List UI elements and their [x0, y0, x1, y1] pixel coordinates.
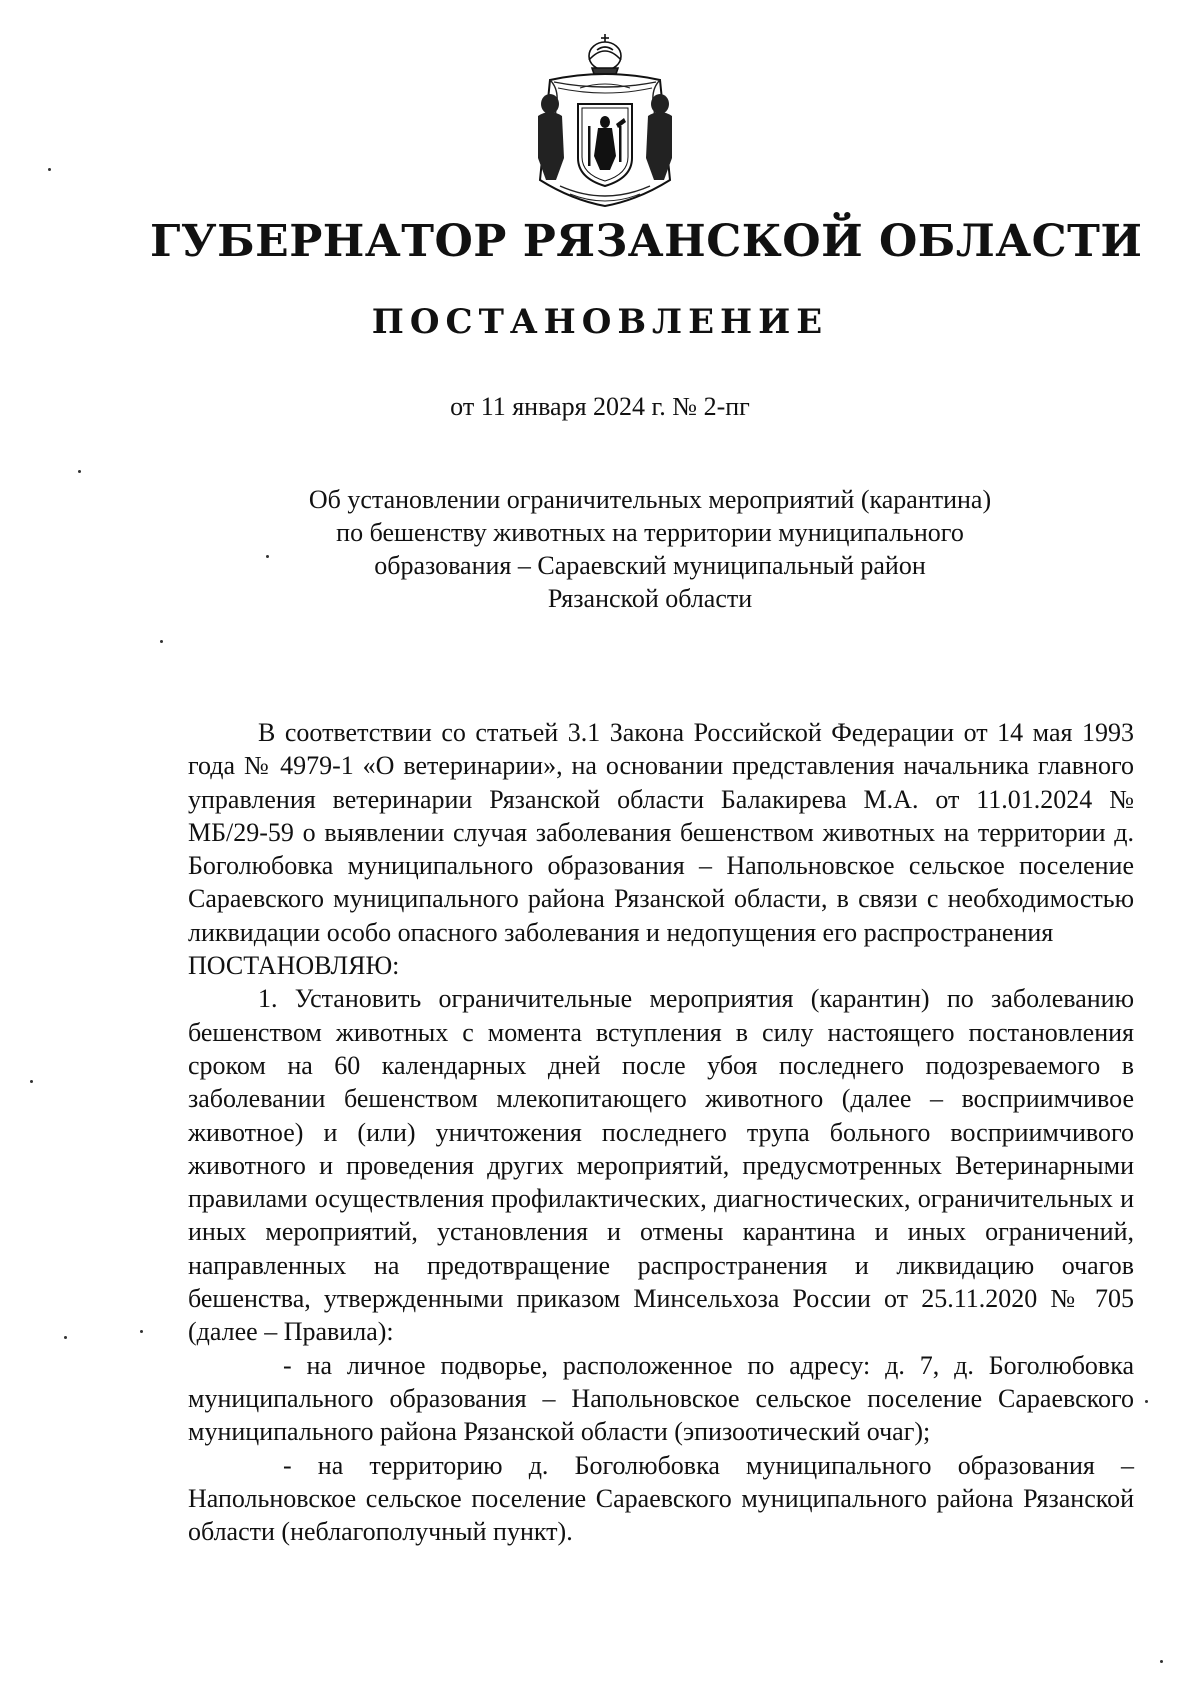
scan-speck [266, 555, 269, 558]
document-date-number: от 11 января 2024 г. № 2-пг [450, 392, 750, 421]
scan-speck [1145, 1400, 1148, 1403]
preamble-paragraph: В соответствии со статьей 3.1 Закона Российской Федерации от 14 мая 1993 года № 4979-1 «О ветеринарии», на основании представления начальника главного управления ветеринарии Рязанской области Балакирева М.А. от 11.01.2024 № МБ/29-59 о выявлении случая заболевания бешенством животных на территории д. Боголюбовка муниципального образования – Напольновское сельское поселение Сараевского муниципального района Рязанской области, в связи с необходимостью ликвидации особо опасного заболевания и недопущения его распространения [188, 718, 1134, 947]
document-title-line: Об установлении ограничительных мероприятий (карантина) [308, 485, 992, 514]
document-title-line: Рязанской области [547, 584, 753, 613]
document-body [188, 716, 1134, 1548]
scan-speck [30, 1080, 33, 1083]
scan-speck [48, 168, 51, 171]
issuing-authority-heading: ГУБЕРНАТОР РЯЗАНСКОЙ ОБЛАСТИ [150, 216, 1143, 267]
coat-of-arms-ryazan-icon [520, 30, 690, 208]
scan-speck [78, 470, 81, 473]
bullet-paragraph-2: - на территорию д. Боголюбовка муниципального образования – Напольновское сельское поселение Сараевского муниципального района Рязанской области (неблагополучный пункт). [188, 1450, 1134, 1547]
scan-speck [1160, 1660, 1163, 1663]
scan-speck [160, 640, 163, 643]
document-title-line: по бешенству животных на территории муниципального [336, 518, 964, 547]
decree-word: ПОСТАНОВЛЯЮ: [188, 951, 400, 981]
item-1-paragraph: 1. Установить ограничительные мероприятия (карантин) по заболеванию бешенством животных с момента вступления в силу настоящего постановления сроком на 60 календарных дней после убоя последнего подозреваемого в заболевании бешенством млекопитающего животного (далее – восприимчивое животное) и (или) уничтожения последнего трупа больного восприимчивого животного и проведения других мероприятий, предусмотренных Ветеринарными правилами осуществления профилактических, диагностических, ограничительных и иных мероприятий, установления и отмены карантина и иных ограничений, направленных на предотвращение распространения и ликвидацию очагов бешенства, утвержденными приказом Минсельхоза России от 25.11.2020 № 705 (далее – Правила): [188, 984, 1134, 1347]
scan-speck [64, 1336, 67, 1339]
document-title [250, 483, 1050, 615]
document-type-heading: ПОСТАНОВЛЕНИЕ [371, 302, 829, 342]
document-title-line: образования – Сараевский муниципальный район [374, 551, 926, 580]
scan-speck [140, 1330, 143, 1333]
bullet-paragraph-1: - на личное подворье, расположенное по адресу: д. 7, д. Боголюбовка муниципального образования – Напольновское сельское поселение Сараевского муниципального района Рязанской области (эпизоотический очаг); [188, 1350, 1134, 1447]
